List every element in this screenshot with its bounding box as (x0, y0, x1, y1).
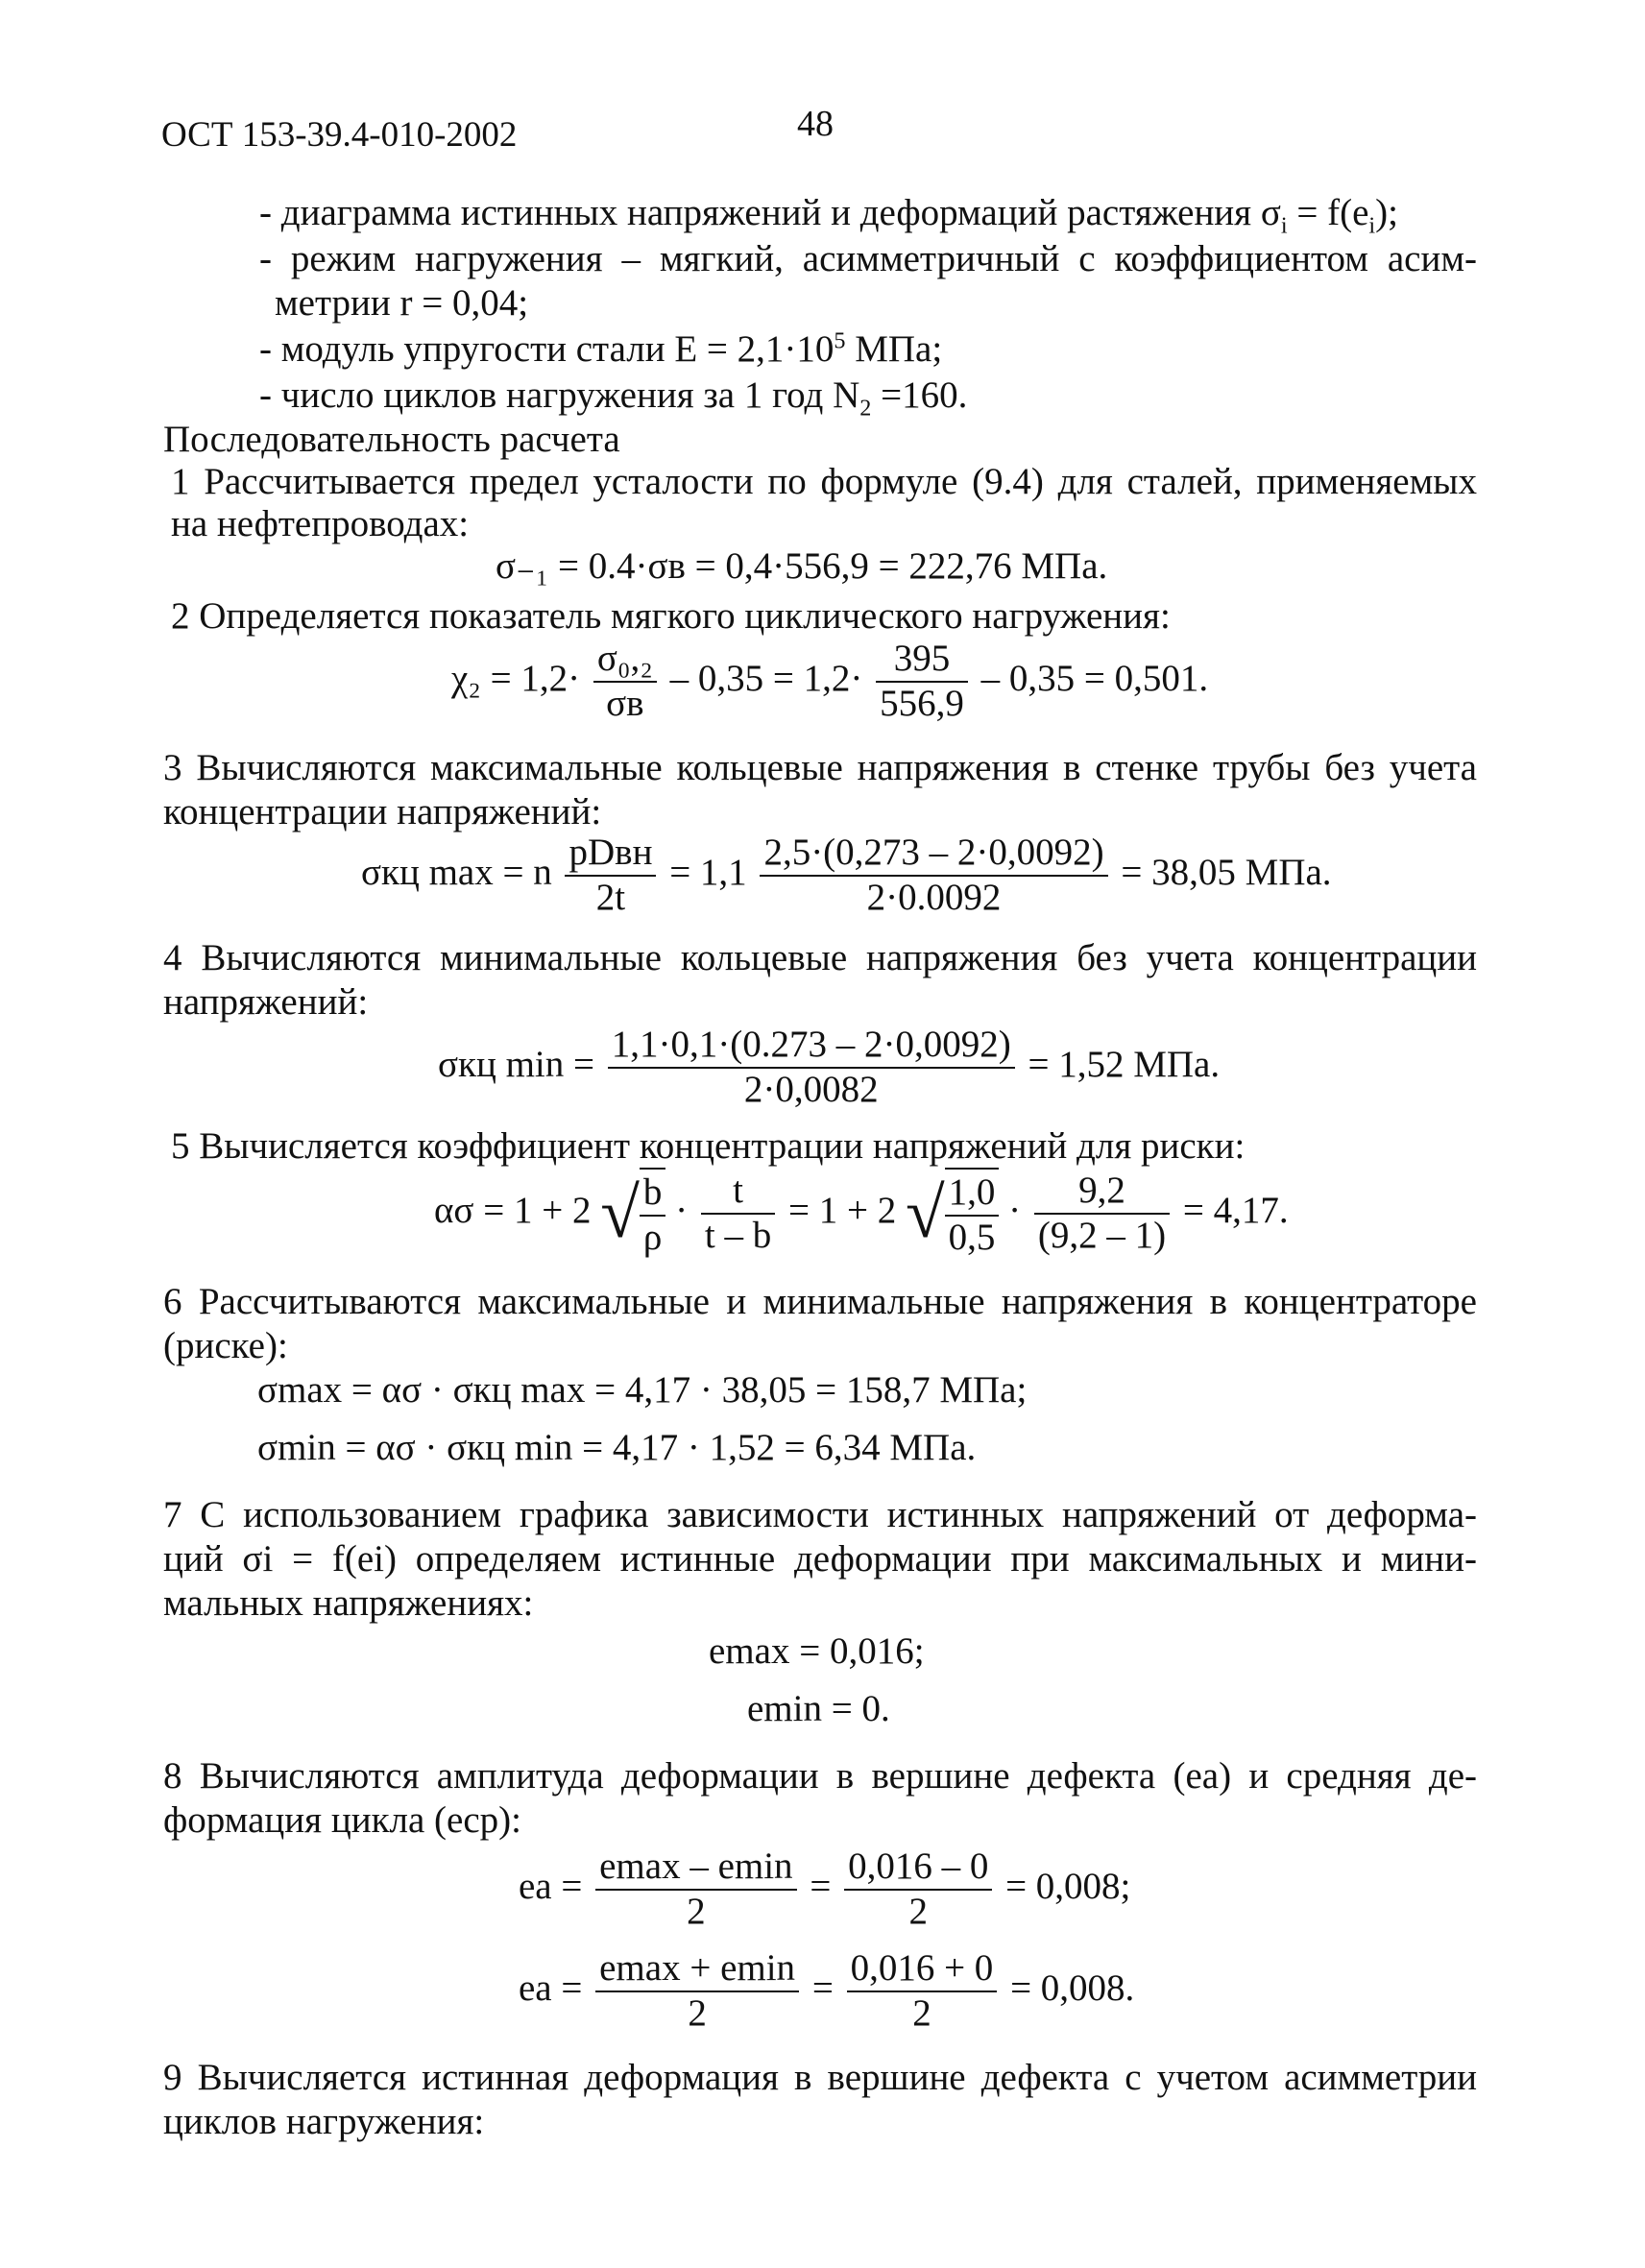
bullet-asymmetry-cont: метрии r = 0,04; (275, 282, 529, 324)
step8-text-cont: формация цикла (eср): (163, 1799, 521, 1841)
step6-text-cont: (риске): (163, 1325, 288, 1366)
step9-text-cont: циклов нагружения: (163, 2101, 485, 2142)
step2-formula: χ₂ = 1,2· $\frac{\text{σ₀,₂}}{\sigma в}$ – 0,35 = 1,2· $\frac{395}{556,9}$ – 0,35 = 0,501. (451, 638, 1209, 724)
step6-formula-max: σmax = ασ · σкц max = 4,17 · 38,05 = 158,7 МПа; (257, 1369, 1028, 1411)
bullet-cycles-per-year: - число циклов нагружения за 1 год $N_2 =160$. (259, 374, 968, 422)
step3-formula: σкц max = n $\frac{\text{pDвн}}{2t}$ = 1,1 $\frac{2,5\cdot(0,273 - 2\cdot 0,0092)}{2\cdot 0.0092}$ = 38,05 МПа. (361, 832, 1332, 918)
step8-formula-mean: ea = $\frac{emax + emin}{2}$ = $\frac{0,016 + 0}{2}$ = 0,008. (519, 1947, 1135, 2034)
step8-formula-amplitude: ea = $\frac{emax - emin}{2}$ = $\frac{0,016 - 0}{2}$ = 0,008; (519, 1846, 1131, 1932)
step8-text: 8 Вычисляются амплитуда деформации в вершине дефекта (ea) и средняя де- (163, 1755, 1477, 1797)
step4-formula: σкц min = $\frac{1,1\cdot 0,1\cdot(0.273 - 2\cdot 0,0092)}{2\cdot 0,0082}$ = 1,52 МПа. (438, 1024, 1221, 1110)
step3-text: 3 Вычисляются максимальные кольцевые напряжения в стенке трубы без учета (163, 747, 1477, 788)
sequence-title: Последовательность расчета (163, 419, 620, 460)
step6-text: 6 Рассчитываются максимальные и минимальные напряжения в концентраторе (163, 1281, 1477, 1322)
bullet-elastic-modulus: - модуль упругости стали $E = 2,1\cdot 10^5$ МПа; (259, 327, 943, 370)
bullet-loading-mode: - режим нагружения – мягкий, асимметричный с коэффициентом асим- (259, 238, 1477, 279)
page-number: 48 (797, 104, 834, 144)
step7-text-end: мальных напряжениях: (163, 1582, 534, 1624)
step7-text-cont: ций σi = f(ei) определяем истинные деформации при максимальных и мини- (163, 1538, 1477, 1580)
step2-text: 2 Определяется показатель мягкого циклического нагружения: (171, 595, 1171, 637)
step1-text-cont: на нефтепроводах: (171, 503, 470, 544)
step5-text: 5 Вычисляется коэффициент концентрации напряжений для риски: (171, 1125, 1246, 1167)
step1-text: 1 Рассчитывается предел усталости по формуле (9.4) для сталей, применяемых (171, 461, 1477, 502)
step3-text-cont: концентрации напряжений: (163, 791, 602, 832)
step7-emin: emin = 0. (747, 1688, 890, 1729)
step6-formula-min: σmin = ασ · σкц min = 4,17 · 1,52 = 6,34 МПа. (257, 1427, 977, 1468)
step7-text: 7 С использованием графика зависимости истинных напряжений от деформа- (163, 1494, 1477, 1535)
step5-formula: ασ = 1 + 2 √ $\frac{b}{\rho}$ · $\frac{t}{t - b}$ = 1 + 2 √ $\frac{1,0}{0,5}$ · $\frac{9,2}{(9,2 - 1)}$ = 4,17. (434, 1170, 1289, 1258)
bullet-stress-diagram: - диаграмма истинных напряжений и деформаций растяжения $\sigma_i = f(e_i)$; (259, 192, 1398, 239)
step9-text: 9 Вычисляется истинная деформация в вершине дефекта с учетом асимметрии (163, 2057, 1477, 2098)
step4-text: 4 Вычисляются минимальные кольцевые напряжения без учета концентрации (163, 937, 1477, 978)
document-code: ОСТ 153-39.4-010-2002 (161, 115, 518, 155)
step1-formula: σ₋₁ = 0.4·σв = 0,4·556,9 = 222,76 МПа. (496, 545, 1108, 587)
step7-emax: emax = 0,016; (709, 1630, 925, 1672)
step4-text-cont: напряжений: (163, 981, 369, 1023)
